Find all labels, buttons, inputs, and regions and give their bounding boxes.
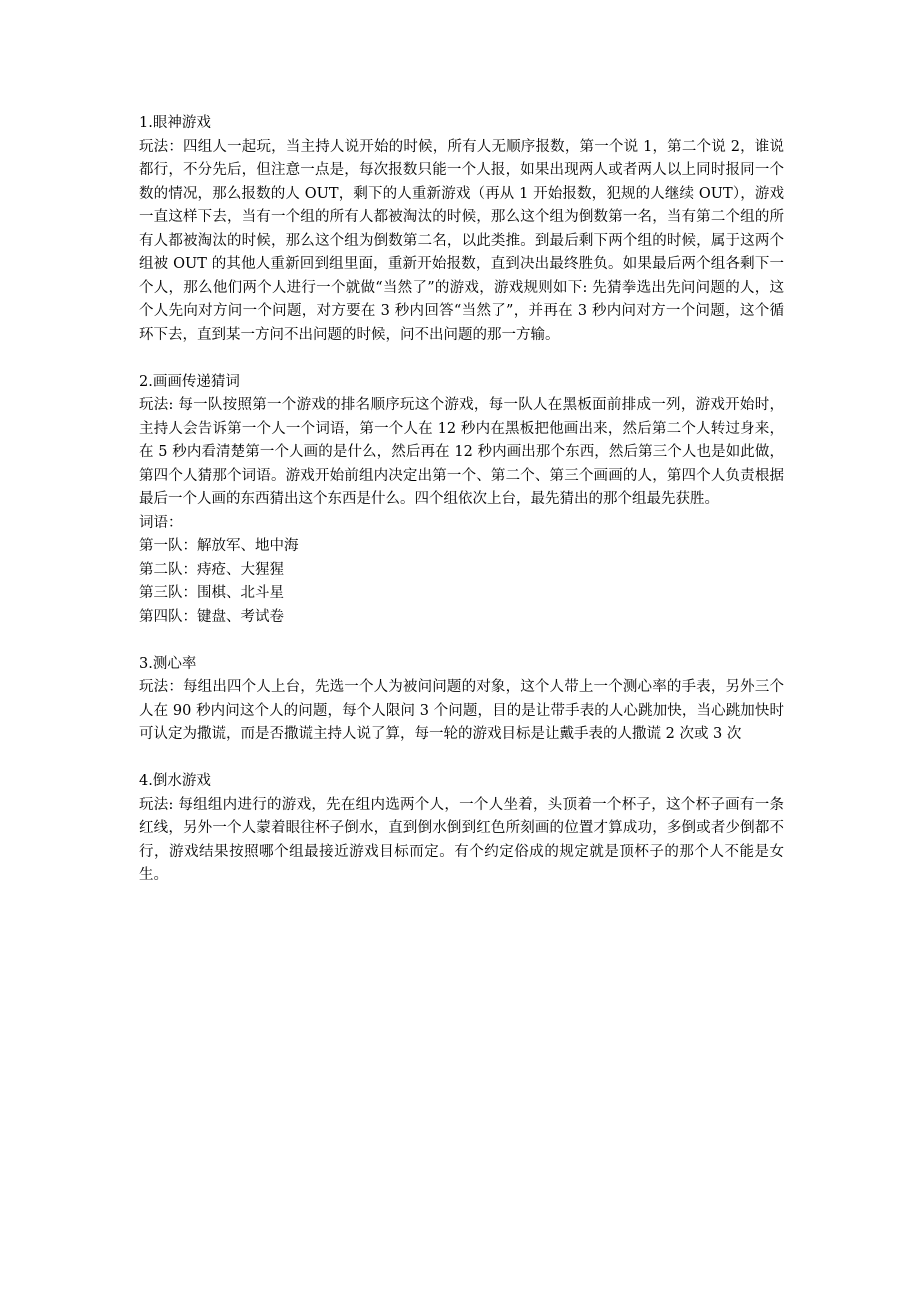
team-words-item: 第三队：围棋、北斗星 — [139, 585, 284, 601]
section-body: 玩法：每组出四个人上台，先选一个人为被问问题的对象，这个人带上一个测心率的手表，另外三个人在 90 秒内问这个人的问题，每个人限问 3 个问题，目的是让带手表的人心跳加快，当心跳加快时可认定为撒谎，而是否撒谎主持人说了算，每一轮的游戏目标是让戴手表的人撒谎 2 次或 3 次 — [139, 679, 784, 742]
section-heart-rate-game — [139, 653, 784, 747]
team-words-item: 第四队：键盘、考试卷 — [139, 608, 284, 625]
section-heading: 3.测心率 — [139, 655, 197, 672]
section-heading: 1.眼神游戏 — [139, 115, 211, 131]
section-heading: 2.画画传递猜词 — [139, 373, 240, 390]
section-body: 玩法: 每一队按照第一个游戏的排名顺序玩这个游戏，每一队人在黑板面前排成一列，游戏开始时，主持人会告诉第一个人一个词语，第一个人在 12 秒内在黑板把他画出来，然后第二个人转过身来，在 5 秒内看清楚第一个人画的是什么，然后再在 12 秒内画出那个东西，然后第三个人也是如此做，第四个人猜那个词语。游戏开始前组内决定出第一个、第二个、第三个画画的人，第四个人负责根据最后一个人画的东西猜出这个东西是什么。四个组依次上台，最先猜出的那个组最先获胜。 — [139, 397, 784, 507]
section-body: 玩法：四组人一起玩，当主持人说开始的时候，所有人无顺序报数，第一个说 1，第二个说 2，谁说都行，不分先后，但注意一点是，每次报数只能一个人报，如果出现两人或者两人以上同时报同一个数的情况，那么报数的人 OUT，剩下的人重新游戏（再从 1 开始报数，犯规的人继续 OUT），游戏一直这样下去，当有一个组的所有人都被淘汰的时候，那么这个组为倒数第一名，当有第二个组的所有人都被淘汰的时候，那么这个组为倒数第二名，以此类推。到最后剩下两个组的时候，属于这两个组被 OUT 的其他人重新回到组里面，重新开始报数，直到决出最终胜负。如果最后两个组各剩下一个人，那么他们两个人进行一个就做“当然了”的游戏，游戏规则如下: 先猜拳选出先问问题的人，这个人先向对方问一个问题，对方要在 3 秒内回答“当然了”，并再在 3 秒内问对方一个问题，这个循环下去，直到某一方问不出问题的时候，问不出问题的那一方输。 — [139, 138, 784, 343]
section-body: 玩法: 每组组内进行的游戏，先在组内选两个人，一个人坐着，头顶着一个杯子，这个杯子画有一条红线，另外一个人蒙着眼往杯子倒水，直到倒水倒到红色所刻画的位置才算成功，多倒或者少倒都不行，游戏结果按照哪个组最接近游戏目标而定。有个约定俗成的规定就是顶杯子的那个人不能是女生。 — [139, 796, 784, 883]
section-water-pouring-game — [139, 770, 784, 888]
team-words-item: 第二队：痔疮、大猩猩 — [139, 561, 284, 578]
team-words-item: 第一队：解放军、地中海 — [139, 538, 299, 554]
section-eye-contact-game — [139, 112, 784, 347]
section-heading: 4.倒水游戏 — [139, 773, 211, 789]
section-drawing-relay-game — [139, 371, 784, 630]
words-label: 词语： — [139, 514, 183, 531]
document-page — [139, 112, 784, 911]
